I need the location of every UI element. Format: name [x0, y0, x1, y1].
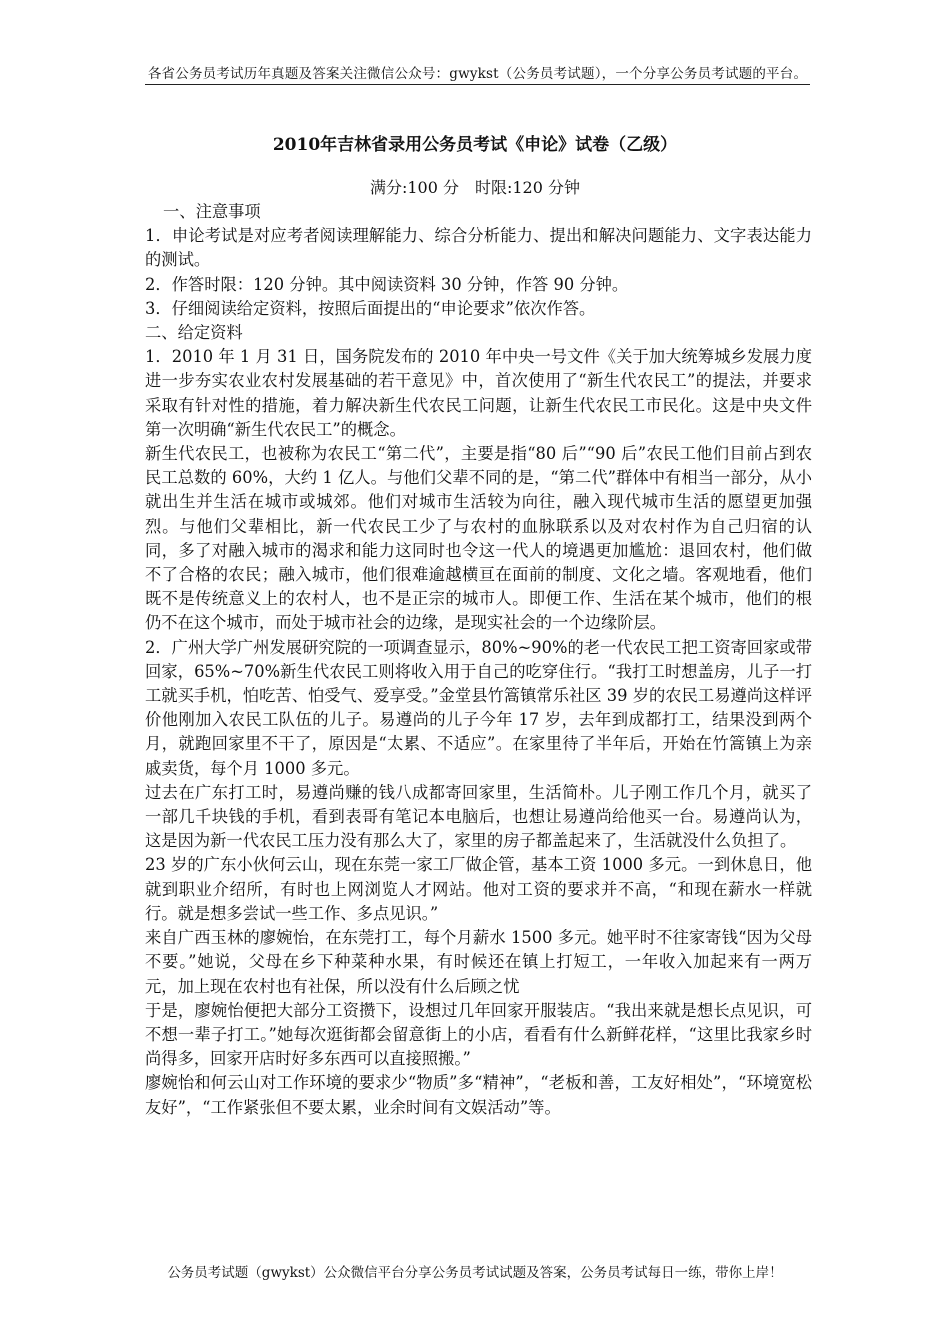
exam-meta: 满分:100 分 时限:120 分钟: [369, 178, 581, 197]
notice-item-2: 2．作答时限：120 分钟。其中阅读资料 30 分钟，作答 90 分钟。: [145, 274, 629, 294]
section-heading-materials: 二、给定资料: [145, 323, 243, 343]
paragraph: 1．2010 年 1 月 31 日，国务院发布的 2010 年中央一号文件《关于加大统筹城乡发展力度进一步夯实农业农村发展基础的若干意见》中，首次使用了“新生代农民工”的提法，并要求采取有针对性的措施，着力解决新生代农民工问题，让新生代农民工市民化。这是中央文件第一次明确“新生代农民工”的概念。: [145, 347, 812, 439]
header-divider: [145, 84, 810, 85]
page-title: 2010年吉林省录用公务员考试《申论》试卷（乙级）: [272, 135, 678, 155]
section-heading-notice: 一、注意事项: [163, 202, 261, 221]
notice-item-3: 3．仔细阅读给定资料，按照后面提出的“申论要求”依次作答。: [145, 298, 596, 318]
document-body: [145, 200, 812, 1226]
paragraph: 新生代农民工，也被称为农民工“第二代”，主要是指“80 后”“90 后”农民工他们目前占到农民工总数的 60%，大约 1 亿人。与他们父辈不同的是，“第二代”群体中有相当一部分，从小就出生并生活在城市或城郊。他们对城市生活较为向往，融入现代城市生活的愿望更加强烈。与他们父辈相比，新一代农民工少了与农村的血脉联系以及对农村作为自己归宿的认同，多了对融入城市的渴求和能力这同时也令这一代人的境遇更加尴尬：退回农村，他们做不了合格的农民；融入城市，他们很难逾越横亘在面前的制度、文化之墙。客观地看，他们既不是传统意义上的农村人，也不是正宗的城市人。即便工作、生活在某个城市，他们的根仍不在这个城市，而处于城市社会的边缘，是现实社会的一个边缘阶层。: [145, 444, 812, 633]
header-note: 各省公务员考试历年真题及答案关注微信公众号：gwykst（公务员考试题），一个分享公务员考试题的平台。: [147, 66, 808, 82]
footer-note: 公务员考试题（gwykst）公众微信平台分享公务员考试试题及答案，公务员考试每日一练，带你上岸！: [167, 1265, 783, 1281]
paragraph: 廖婉怡和何云山对工作环境的要求少“物质”多“精神”，“老板和善，工友好相处”，“环境宽松友好”，“工作紧张但不要太累，业余时间有文娱活动”等。: [145, 1073, 812, 1117]
paragraph: 2．广州大学广州发展研究院的一项调查显示，80%~90%的老一代农民工把工资寄回家或带回家，65%~70%新生代农民工则将收入用于自己的吃穿住行。“我打工时想盖房，儿子一打工就买手机，怕吃苦、怕受气、爱享受。”金堂县竹篙镇常乐社区 39 岁的农民工易遵尚这样评价他刚加入农民工队伍的儿子。易遵尚的儿子今年 17 岁，去年到成都打工，结果没到两个月，就跑回家里不干了，原因是“太累、不适应”。在家里待了半年后，开始在竹篙镇上为亲戚卖货，每个月 1000 多元。: [145, 637, 812, 778]
paragraph: 来自广西玉林的廖婉怡，在东莞打工，每个月薪水 1500 多元。她平时不往家寄钱“因为父母不要。”她说，父母在乡下种菜种水果，有时候还在镇上打短工，一年收入加起来有一两万元，加上现在农村也有社保，所以没有什么后顾之忧: [145, 928, 812, 996]
paragraph: 过去在广东打工时，易遵尚赚的钱八成都寄回家里，生活简朴。儿子刚工作几个月，就买了一部几千块钱的手机，看到表哥有笔记本电脑后，也想让易遵尚给他买一台。易遵尚认为，这是因为新一代农民工压力没有那么大了，家里的房子都盖起来了，生活就没什么负担了。: [145, 782, 812, 851]
notice-item-1: 1．申论考试是对应考者阅读理解能力、综合分析能力、提出和解决问题能力、文字表达能力的测试。: [145, 226, 812, 270]
paragraph: 23 岁的广东小伙何云山，现在东莞一家工厂做企管，基本工资 1000 多元。一到休息日，他就到职业介绍所，有时也上网浏览人才网站。他对工资的要求并不高，“和现在薪水一样就行。就是想多尝试一些工作、多点见识。”: [145, 855, 812, 923]
paragraph: 于是，廖婉怡便把大部分工资攒下，设想过几年回家开服装店。“我出来就是想长点见识，可不想一辈子打工。”她每次逛街都会留意街上的小店，看看有什么新鲜花样，“这里比我家乡时尚得多，回家开店时好多东西可以直接照搬。”: [145, 1000, 812, 1069]
